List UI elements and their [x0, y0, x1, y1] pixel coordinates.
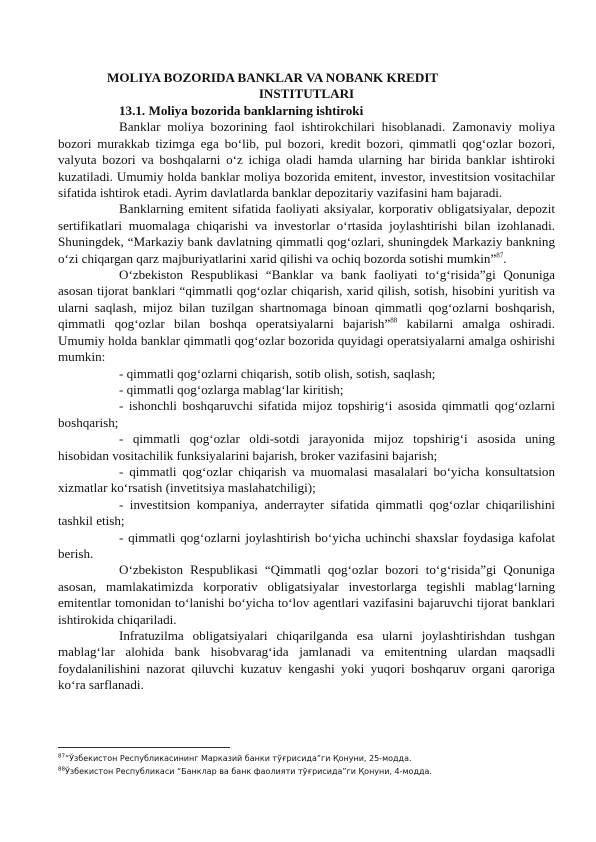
- footnote-88: [58, 765, 555, 778]
- footnotes: [58, 752, 555, 778]
- paragraph-2-text: Banklarning emitent sifatida faoliyati aksiyalar, korporativ obligatsiyalar, depozit sertifikatlari muomalaga chiqarishi va investorlar o‘rtasida joylashtirishi bilan izohlanadi. Shuningdek, “Markaziy bank davlatning qimmatli qog‘ozlari, shuningdek Markaziy bankning o‘zi chiqargan qarz majburiyatlarini xarid qilishi va ochiq bozorda sotishi mumkin”: [58, 201, 555, 266]
- footnote-text: “Ўзбекистон Республикасининг Марказий банки тўғрисида”ги Қонуни, 25-модда.: [65, 754, 412, 763]
- footnote-number: 88: [58, 766, 65, 773]
- list-item: - qimmatli qog‘ozlarni chiqarish, sotib olish, sotish, saqlash;: [119, 365, 436, 381]
- footnote-87: [58, 752, 555, 765]
- list-item: - qimmatli qog‘ozlarni joylashtirish bo‘yicha uchinchi shaxslar foydasiga kafolat berish.: [58, 529, 555, 561]
- chapter-title-line-2: INSTITUTLARI: [258, 86, 355, 101]
- list-item: - ishonchli boshqaruvchi sifatida mijoz topshirig‘i asosida qimmatli qog‘ozlarni boshqarish;: [58, 398, 555, 430]
- footnote-ref-87: 87: [496, 251, 504, 260]
- footnote-divider: [58, 747, 230, 748]
- paragraph-2-end: .: [503, 250, 507, 266]
- paragraph-3: [58, 267, 555, 365]
- list-item: - qimmatli qog‘ozlar chiqarish va muomalasi masalalari bo‘yicha konsultatsion xizmatlar ko‘rsatish (invetitsiya maslahatchiligi);: [58, 463, 555, 496]
- footnote-text: Ўзбекистон Республикаси “Банклар ва банк фаолияти тўғрисида”ги Қонуни, 4-модда.: [65, 767, 432, 776]
- paragraph-3-end: kabilarni amalga oshiradi. Umumiy holda banklar qimmatli qog‘ozlar bozorida quyidagi operatsiyalarni amalga oshirishi mumkin:: [58, 316, 555, 365]
- paragraph-3-text: O‘zbekiston Respublikasi “Banklar va bank faoliyati to‘g‘risida”gi Qonuniga asosan tijorat banklari “qimmatli qog‘ozlar chiqarish, xarid qilish, sotish, hisobini yuritish va ularni saqlash, mijoz bilan tuzilgan shartnomaga binoan qimmatli qog‘ozlarni boshqarish, qimmatli qog‘ozlar bilan boshqa operatsiyalarni bajarish”: [58, 267, 555, 332]
- list-item: - qimmatli qog‘ozlarga mablag‘lar kiritish;: [119, 381, 344, 397]
- paragraph-4: O‘zbekiston Respublikasi “Qimmatli qog‘ozlar bozori to‘g‘risida”gi Qonuniga asosan, mamlakatimizda korporativ obligatsiyalar investorlarga tegishli mablag‘larning emitentlar tomonidan to‘lanishi bo‘yicha to‘lov agentlari vazifasini bajaruvchi tijorat banklari ishtirokida chiqariladi.: [58, 562, 555, 627]
- footnote-number: 87: [58, 753, 65, 760]
- chapter-title-line-1: MOLIYA BOZORIDA BANKLAR VA NOBANK KREDIT: [107, 70, 439, 85]
- chapter-title: [58, 70, 555, 102]
- paragraph-1: Banklar moliya bozorining faol ishtirokchilari hisoblanadi. Zamonaviy moliya bozori murakkab tizimga ega bo‘lib, pul bozori, kredit bozori, qimmatli qog‘ozlar bozori, valyuta bozori va boshqalarni o‘z ichiga oladi hamda ularning har birida banklar ishtiroki kuzatiladi. Umumiy holda banklar moliya bozorida emitent, investor, investitsion vositachilar sifatida ishtirok etadi. Ayrim davlatlarda banklar depozitariy vazifasini ham bajaradi.: [58, 119, 555, 201]
- section-heading: 13.1. Moliya bozorida banklarning ishtiroki: [119, 103, 364, 118]
- paragraph-5: Infratuzilma obligatsiyalari chiqarilganda esa ularni joylashtirishdan tushgan mablag‘lar alohida bank hisobvarag‘ida jamlanadi va emitentning ulardan maqsadli foydalanilishini nazorat qiluvchi kuzatuv kengashi yoki yuqori boshqaruv organi qaroriga ko‘ra sarflanadi.: [58, 628, 555, 693]
- list-item: - investitsion kompaniya, anderrayter sifatida qimmatli qog‘ozlar chiqarilishini tashkil etish;: [58, 496, 555, 529]
- list-item: - qimmatli qog‘ozlar oldi-sotdi jarayonida mijoz topshirig‘i asosida uning hisobidan vositachilik funksiyalarini bajarish, broker vazifasini bajarish;: [58, 431, 555, 463]
- paragraph-2: [58, 201, 555, 267]
- footnote-ref-88: 88: [390, 316, 398, 325]
- document-body: [58, 70, 555, 694]
